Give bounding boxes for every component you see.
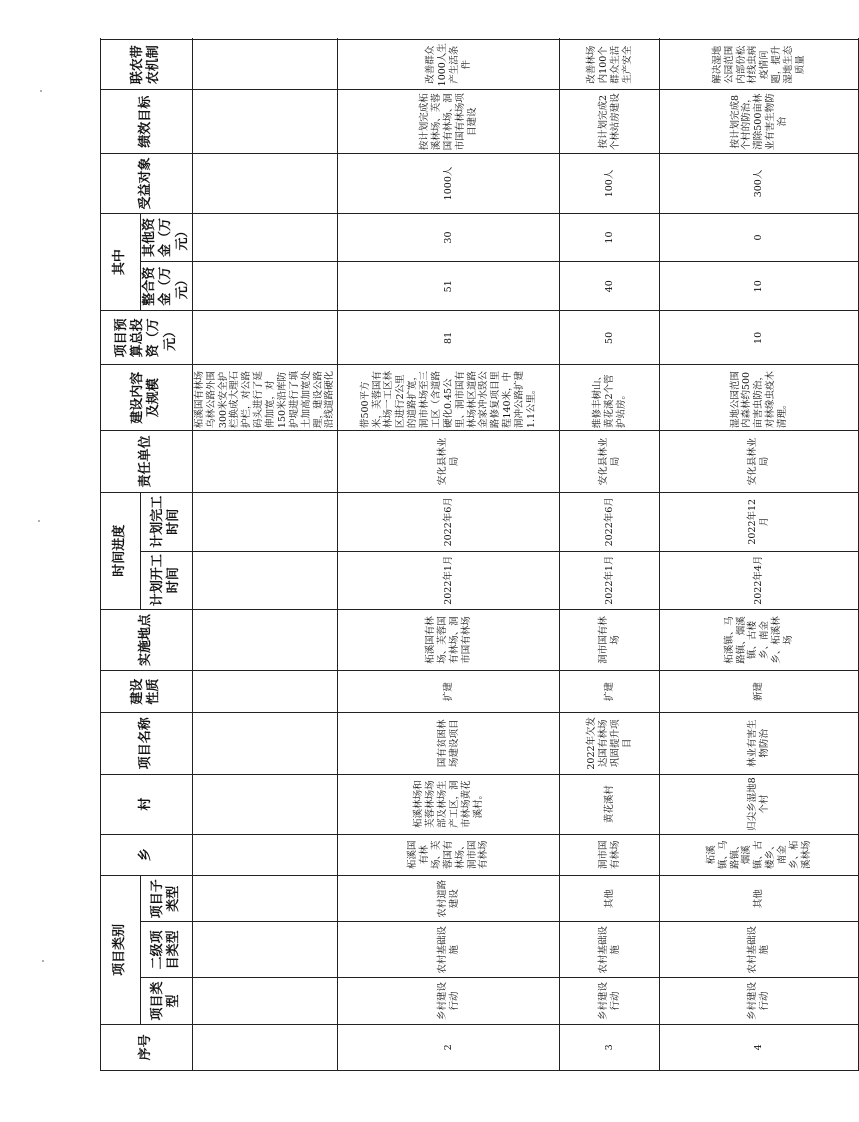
cell-budget: 50: [560, 311, 660, 365]
header-location: 实施地点: [101, 609, 193, 671]
cell-cat-sub: 农村道路建设: [338, 876, 560, 922]
cell-other: 0: [660, 213, 859, 261]
table-row: [560, 40, 660, 1071]
cell-integrated: 10: [660, 262, 859, 311]
cell-goals: [192, 90, 338, 154]
cell-content: 带500平方米，芙蓉国有林场一工区林区进行2公里的道路扩宽，洞市林场至三工区（含道路硬化0.45公里、洞市国有林场林区道路金家冲水毁公路修复项目里程140米，中洞冲公路扩建1.1公里。: [338, 365, 560, 431]
cell-build-nature: 扩建: [338, 671, 560, 713]
header-row-1: [101, 40, 141, 1071]
scan-speck: [42, 960, 44, 962]
header-cat-level2: 二级项目类型: [141, 922, 193, 978]
cell-goals: 按计划完成2个林站房建设: [560, 90, 660, 154]
cell-cat-level2: [192, 922, 338, 978]
cell-budget: 81: [338, 311, 560, 365]
cell-township: 柘溪国有林场、芙蓉国有林场、洞市国有林场: [338, 834, 560, 876]
table-row: [192, 40, 338, 1071]
cell-integrated: [192, 262, 338, 311]
cell-cat-level2: 农村基础设施: [560, 922, 660, 978]
cell-content: 柘溪国有林场乌林公路外围300米安全护栏换成大理石护栏，对公路码头进行了延伸加宽，对150米沿库防护堤进行了填土加高加宽处理，建设公路沿线道路硬化: [192, 365, 338, 431]
cell-linkage: 改善群众1000人生产生活条件: [338, 40, 560, 90]
header-budget: 项目预算总投资（万元）: [101, 311, 193, 365]
cell-village: 黄花溪村: [560, 774, 660, 834]
cell-goals: 按计划完成柘溪林场、芙蓉国有林场、洞市国有林场项目建设: [338, 90, 560, 154]
cell-goals: 按计划完成8个村的防治，清除500亩林业有害生物防治: [660, 90, 859, 154]
header-build-nature: 建设性质: [101, 671, 193, 713]
cell-seq: 4: [660, 1024, 859, 1070]
header-cat-type: 项目类型: [141, 978, 193, 1024]
cell-village: [192, 774, 338, 834]
cell-beneficiaries: 100人: [560, 154, 660, 214]
cell-cat-type: 乡村建设行动: [338, 978, 560, 1024]
table-row: [660, 40, 859, 1071]
cell-project-name: [192, 712, 338, 774]
header-goals: 绩效目标: [101, 90, 193, 154]
cell-integrated: 51: [338, 262, 560, 311]
cell-content: 维修丰树山、黄花溪2个管护站房。: [560, 365, 660, 431]
header-of-which: 其中: [101, 213, 141, 310]
header-content: 建设内容及规模: [101, 365, 193, 431]
cell-cat-level2: 农村基础设施: [338, 922, 560, 978]
cell-unit: 安化县林业局: [560, 431, 660, 493]
header-unit: 责任单位: [101, 431, 193, 493]
cell-project-name: 国有贫困林场建设项目: [338, 712, 560, 774]
cell-start: 2022年1月: [338, 551, 560, 609]
cell-linkage: [192, 40, 338, 90]
cell-cat-type: [192, 978, 338, 1024]
header-township: 乡: [101, 834, 193, 876]
table-row: [338, 40, 560, 1071]
cell-finish: 2022年12月: [660, 492, 859, 551]
cell-cat-type: 乡村建设行动: [660, 978, 859, 1024]
cell-unit: 安化县林业局: [660, 431, 859, 493]
cell-linkage: 解决湿地公园范围内部份松材线虫病疫情问题，提升湿地生态质量: [660, 40, 859, 90]
cell-build-nature: 新建: [660, 671, 859, 713]
header-start: 计划开工时间: [141, 551, 193, 609]
header-seq: 序号: [101, 1024, 193, 1070]
header-integrated: 整合资金（万元）: [141, 262, 193, 311]
cell-location: 柘溪国有林场、芙蓉国有林场、洞市国有林场: [338, 609, 560, 671]
cell-cat-sub: [192, 876, 338, 922]
cell-start: 2022年1月: [560, 551, 660, 609]
cell-content: 湿地公园范围内森林约500亩害虫防治，对林缘虫疫木清理。: [660, 365, 859, 431]
cell-other: [192, 213, 338, 261]
cell-township: [192, 834, 338, 876]
cell-seq: 2: [338, 1024, 560, 1070]
cell-village: 归尖乡湿地8个村: [660, 774, 859, 834]
cell-location: [192, 609, 338, 671]
cell-finish: [192, 492, 338, 551]
cell-integrated: 40: [560, 262, 660, 311]
scan-speck: [40, 90, 42, 92]
cell-budget: 10: [660, 311, 859, 365]
cell-build-nature: 扩建: [560, 671, 660, 713]
cell-seq: [192, 1024, 338, 1070]
cell-beneficiaries: [192, 154, 338, 214]
header-category: 项目类别: [101, 876, 141, 1025]
cell-beneficiaries: 1000人: [338, 154, 560, 214]
cell-location: 柘溪镇、马路镇、烟溪镇、古楼乡、南金乡、柘溪林场: [660, 609, 859, 671]
cell-cat-sub: 其他: [660, 876, 859, 922]
cell-beneficiaries: 300人: [660, 154, 859, 214]
cell-location: 洞市国有林场: [560, 609, 660, 671]
cell-finish: 2022年6月: [560, 492, 660, 551]
header-cat-sub: 项目子类型: [141, 876, 193, 922]
cell-start: 2022年4月: [660, 551, 859, 609]
rotated-page: [100, 39, 820, 1071]
cell-unit: [192, 431, 338, 493]
cell-township: 洞市国有林场: [560, 834, 660, 876]
cell-cat-sub: 其他: [560, 876, 660, 922]
cell-start: [192, 551, 338, 609]
header-linkage: 联农带农机制: [101, 40, 193, 90]
cell-project-name: 林业有害生物防治: [660, 712, 859, 774]
cell-village: 柘溪林场和芙蓉林场场部及林场生产工区，洞市林场黄花溪村。: [338, 774, 560, 834]
scan-speck: [38, 520, 40, 522]
cell-seq: 3: [560, 1024, 660, 1070]
header-village: 村: [101, 774, 193, 834]
cell-unit: 安化县林业局: [338, 431, 560, 493]
cell-project-name: 2022年欠发达国有林场巩固提升项目: [560, 712, 660, 774]
cell-other: 10: [560, 213, 660, 261]
cell-cat-level2: 农村基础设施: [660, 922, 859, 978]
cell-linkage: 改善林场内100个群众生活生产安全: [560, 40, 660, 90]
cell-build-nature: [192, 671, 338, 713]
header-schedule: 时间进度: [101, 492, 141, 609]
header-finish: 计划完工时间: [141, 492, 193, 551]
header-project-name: 项目名称: [101, 712, 193, 774]
cell-cat-type: 乡村建设行动: [560, 978, 660, 1024]
cell-finish: 2022年6月: [338, 492, 560, 551]
header-beneficiaries: 受益对象: [101, 154, 193, 214]
header-other: 其他资金（万元）: [141, 213, 193, 261]
cell-township: 柘溪镇、马路镇、烟溪镇、古楼乡、南金乡、柘溪林场: [660, 834, 859, 876]
project-table: [100, 39, 859, 1071]
cell-budget: [192, 311, 338, 365]
cell-other: 30: [338, 213, 560, 261]
